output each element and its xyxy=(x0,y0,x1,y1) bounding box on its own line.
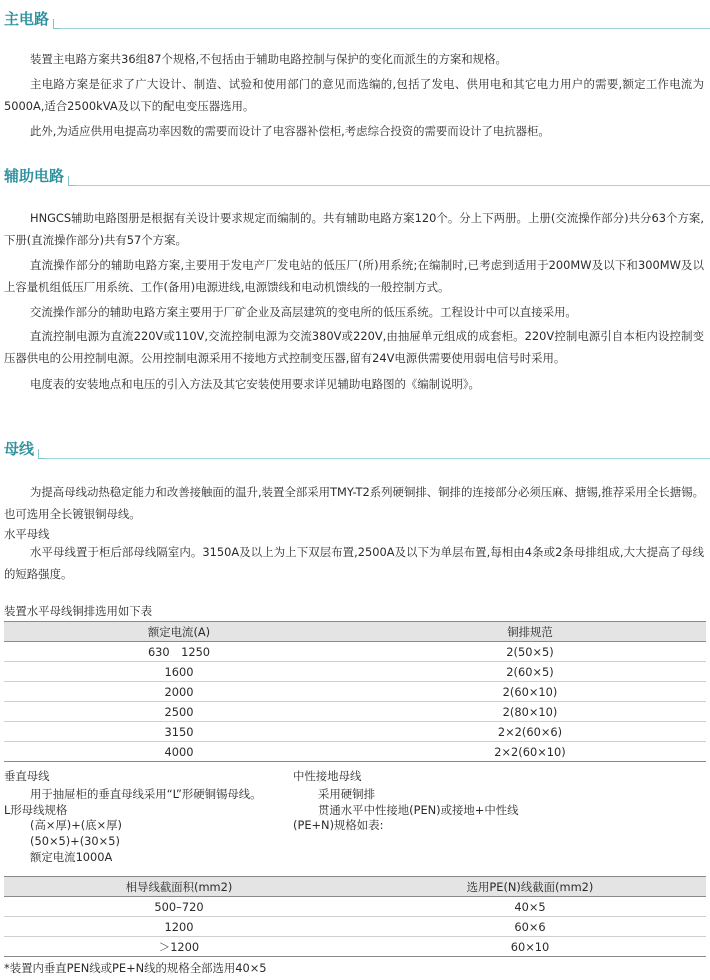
table-cell: 2(50×5) xyxy=(354,642,706,662)
busbar-table xyxy=(4,621,706,762)
title-rule xyxy=(75,185,710,186)
table-cell: 40×5 xyxy=(354,897,706,917)
text-line: 贯通水平中性接地(PEN)或接地+中性线 xyxy=(318,803,519,817)
table-caption: 装置水平母线铜排选用如下表 xyxy=(4,604,153,618)
table-cell: 60×6 xyxy=(354,917,706,937)
paragraph: 直流操作部分的辅助电路方案,主要用于发电产厂发电站的低压厂(所)用系统;在编制时,已考虑到适用于200MW及以下和300MW及以上容量机组低压厂用系统、工作(备用)电源进线,电源馈线和电动机馈线的一般控制方式。 xyxy=(4,258,704,294)
table-cell: 1600 xyxy=(4,662,354,682)
text-line: L形母线规格 xyxy=(4,803,68,817)
paragraph: 水平母线置于柜后部母线隔室内。3150A及以上为上下双层布置,2500A及以下为单层布置,每相由4条或2条母排组成,大大提高了母线的短路强度。 xyxy=(4,545,704,581)
table-row xyxy=(4,722,706,742)
paragraph: 电度表的安装地点和电压的引入方法及其它安装使用要求详见辅助电路图的《编制说明》。 xyxy=(30,377,480,391)
text-line: (PE+N)规格如表: xyxy=(293,818,384,832)
section-heading-main-circuit xyxy=(4,10,710,32)
section-heading-busbar xyxy=(4,440,710,462)
table-row xyxy=(4,662,706,682)
table-row xyxy=(4,897,706,917)
table-header-row xyxy=(4,622,706,642)
text-line: (50×5)+(30×5) xyxy=(30,834,120,848)
table-cell: 500–720 xyxy=(4,897,354,917)
text-line: 额定电流1000A xyxy=(30,850,113,864)
table-row xyxy=(4,917,706,937)
neutral-busbar-title: 中性接地母线 xyxy=(293,769,362,783)
column-header: 相导线截面积(mm2) xyxy=(4,877,354,897)
table-cell: 1200 xyxy=(4,917,354,937)
paragraph: 装置主电路方案共36组87个规格,不包括由于辅助电路控制与保护的变化而派生的方案和规格。 xyxy=(30,52,507,66)
table-cell: ＞1200 xyxy=(4,937,354,957)
title-mark-icon xyxy=(38,449,45,459)
table-cell: 2(60×10) xyxy=(354,682,706,702)
table-cell: 2×2(60×10) xyxy=(354,742,706,762)
paragraph: 此外,为适应供用电提高功率因数的需要而设计了电容器补偿柜,考虑综合投资的需要而设计了电抗器柜。 xyxy=(30,124,550,138)
table-cell: 60×10 xyxy=(354,937,706,957)
sub-heading: 水平母线 xyxy=(4,527,50,541)
section-heading-aux-circuit xyxy=(4,167,710,189)
table-cell: 3150 xyxy=(4,722,354,742)
title-rule xyxy=(45,458,710,459)
table-cell: 2(60×5) xyxy=(354,662,706,682)
table-cell: 630 1250 xyxy=(4,642,354,662)
text-line: (高×厚)+(底×厚) xyxy=(30,818,122,832)
section-title: 辅助电路 xyxy=(4,167,65,185)
table-row xyxy=(4,742,706,762)
section-title: 母线 xyxy=(4,440,35,458)
table-cell: 2500 xyxy=(4,702,354,722)
paragraph: 直流控制电源为直流220V或110V,交流控制电源为交流380V或220V,由抽屉单元组成的成套柜。220V控制电源引自本柜内设控制变压器供电的公用控制电源。公用控制电源采用不接地方式控制变压器,留有24V电源供需要使用弱电信号时采用。 xyxy=(4,329,704,365)
column-header: 额定电流(A) xyxy=(4,622,354,642)
text-line: 采用硬铜排 xyxy=(318,787,375,801)
table-cell: 2000 xyxy=(4,682,354,702)
table-cell: 2(80×10) xyxy=(354,702,706,722)
paragraph: 主电路方案是征求了广大设计、制造、试验和使用部门的意见而选编的,包括了发电、供用电和其它电力用户的需要,额定工作电流为5000A,适合2500kVA及以下的配电变压器选用。 xyxy=(4,77,704,113)
section-title: 主电路 xyxy=(4,10,50,28)
table-row xyxy=(4,682,706,702)
title-rule xyxy=(60,28,710,29)
footnote: *装置内垂直PEN线或PE+N线的规格全部选用40×5 xyxy=(4,961,267,975)
paragraph: 为提高母线动热稳定能力和改善接触面的温升,装置全部采用TMY-T2系列硬铜排、铜排的连接部分必须压麻、搪锡,推荐采用全长搪锡。也可选用全长镀银铜母线。 xyxy=(4,485,704,521)
column-header: 选用PE(N)线截面(mm2) xyxy=(354,877,706,897)
text-line: 用于抽屉柜的垂直母线采用“L”形硬铜锡母线。 xyxy=(30,787,262,801)
column-header: 铜排规范 xyxy=(354,622,706,642)
table-row xyxy=(4,642,706,662)
title-mark-icon xyxy=(53,19,60,29)
vertical-busbar-title: 垂直母线 xyxy=(4,769,50,783)
table-header-row xyxy=(4,877,706,897)
paragraph: 交流操作部分的辅助电路方案主要用于厂矿企业及高层建筑的变电所的低压系统。工程设计中可以直接采用。 xyxy=(30,305,577,319)
paragraph: HNGCS辅助电路图册是根据有关设计要求规定而编制的。共有辅助电路方案120个。分上下两册。上册(交流操作部分)共分63个方案,下册(直流操作部分)共有57个方案。 xyxy=(4,211,704,247)
table-row xyxy=(4,702,706,722)
title-mark-icon xyxy=(68,176,75,186)
table-cell: 2×2(60×6) xyxy=(354,722,706,742)
table-row xyxy=(4,937,706,957)
table-cell: 4000 xyxy=(4,742,354,762)
pe-n-table xyxy=(4,876,706,957)
